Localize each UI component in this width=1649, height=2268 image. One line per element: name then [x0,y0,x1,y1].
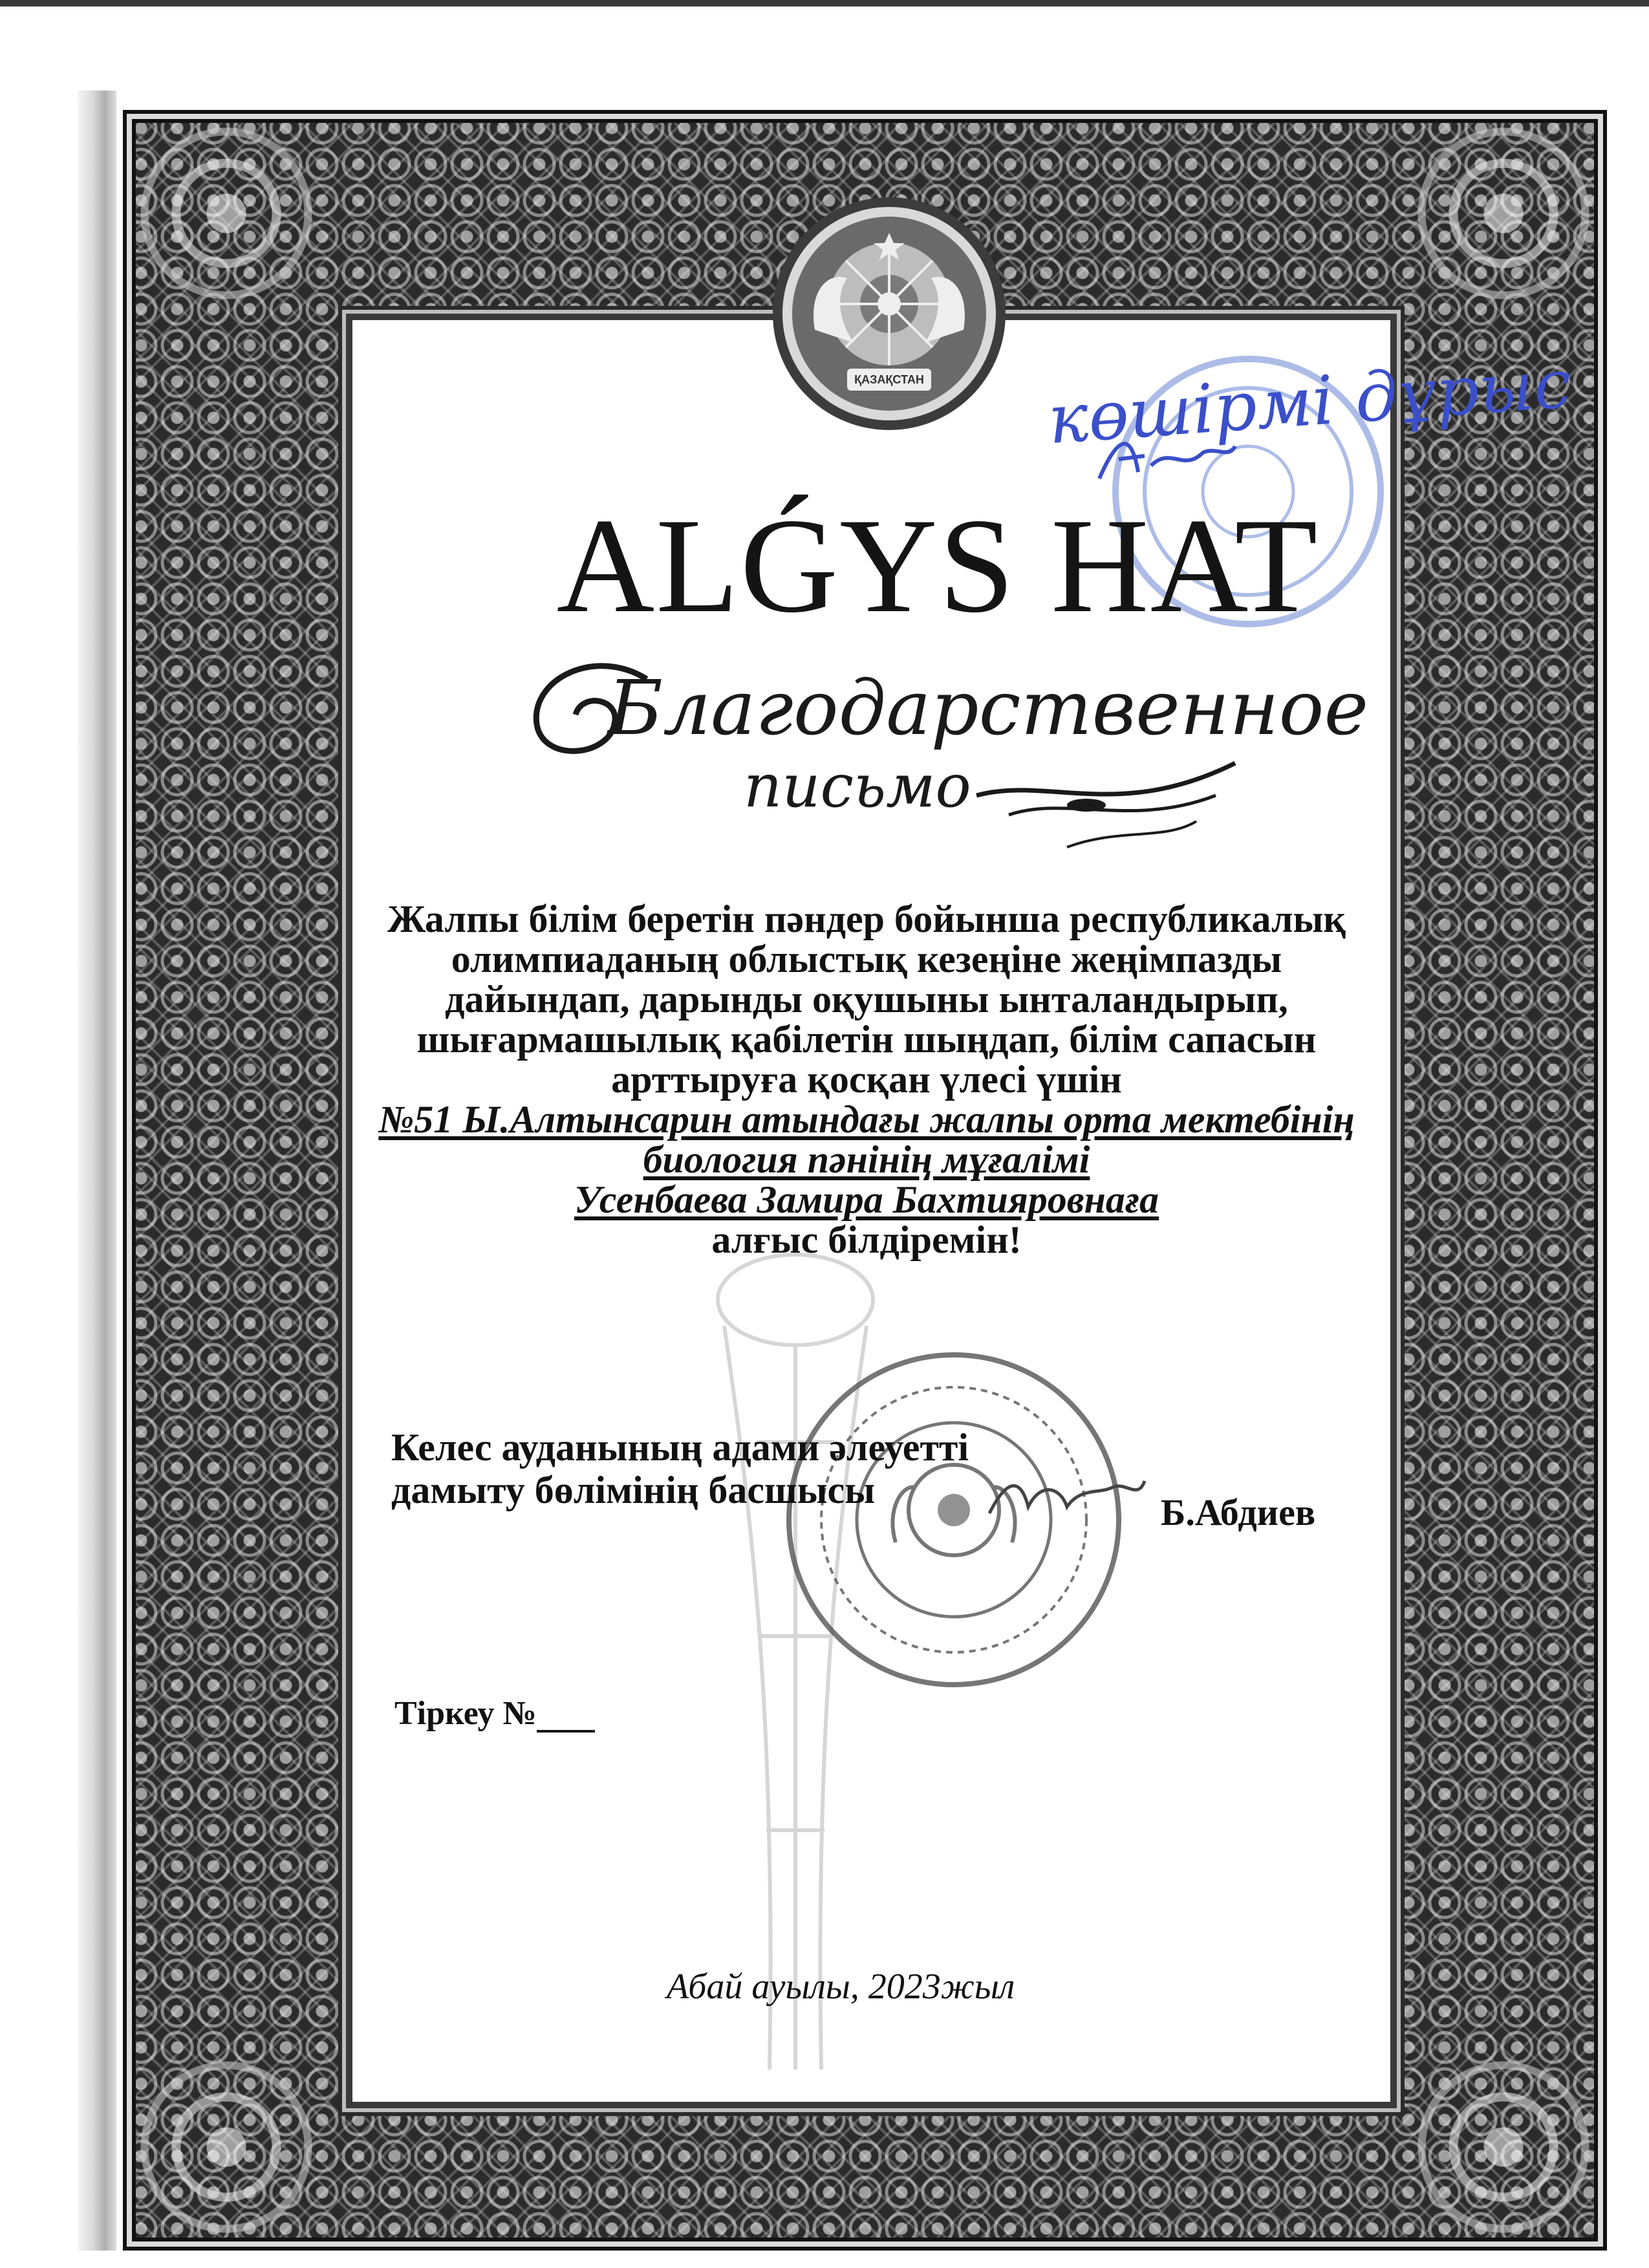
registration-blank [537,1704,595,1733]
handwritten-note: көшірмі дұрыс [1045,343,1574,460]
kazakhstan-state-emblem-icon [770,194,1009,433]
signatory-position-line: Келес ауданының адами әлеуетті [391,1426,969,1469]
registration-label: Тіркеу № [394,1695,537,1732]
scan-top-edge [0,0,1649,6]
body-line: шығармашылық қабілетін шыңдап, білім сапасын [416,1018,1317,1061]
signatory-position-line: дамыту бөлімінің басшысы [391,1469,876,1511]
body-line: дайындап, дарынды оқушыны ынталандырып, [445,978,1288,1021]
certificate-body [365,899,1368,1260]
body-line: Жалпы білім беретін пәндер бойынша республикалық [387,898,1346,940]
recipient-subject: биология пәнінің мұғалімі [643,1138,1090,1181]
handwritten-initials-icon [1093,420,1242,498]
scan-shadow-strip [78,91,116,2251]
closing-phrase: алғыс білдіремін! [711,1218,1022,1261]
signatory-position [391,1426,973,1511]
corner-ornament-icon [1406,2050,1600,2244]
certificate-title: ALǴYS HAT [556,491,1319,641]
body-line: олимпиаданың облыстық кезеңіне жеңімпазды [451,938,1282,980]
emblem-caption: ҚАЗАҚСТАН [854,373,924,386]
corner-ornament-icon [129,2050,323,2244]
signature-icon [983,1462,1151,1539]
signatory-name: Б.Абдиев [1161,1491,1316,1533]
body-line: арттыруға қосқан үлесі үшін [611,1058,1122,1101]
registration-line [394,1694,595,1733]
place-and-date: Абай ауылы, 2023жыл [666,1967,1015,2007]
recipient-school: №51 Ы.Алтынсарин атындағы жалпы орта мектебінің [378,1098,1355,1141]
certificate-subtitle-line1: Благодарственное [608,665,1369,752]
corner-ornament-icon [129,116,323,310]
feather-ornament-icon [970,750,1242,860]
recipient-name: Усенбаева Замира Бахтияровнаға [574,1178,1159,1221]
corner-ornament-icon [1406,116,1600,310]
certificate-subtitle-line2: письмо [744,751,971,821]
